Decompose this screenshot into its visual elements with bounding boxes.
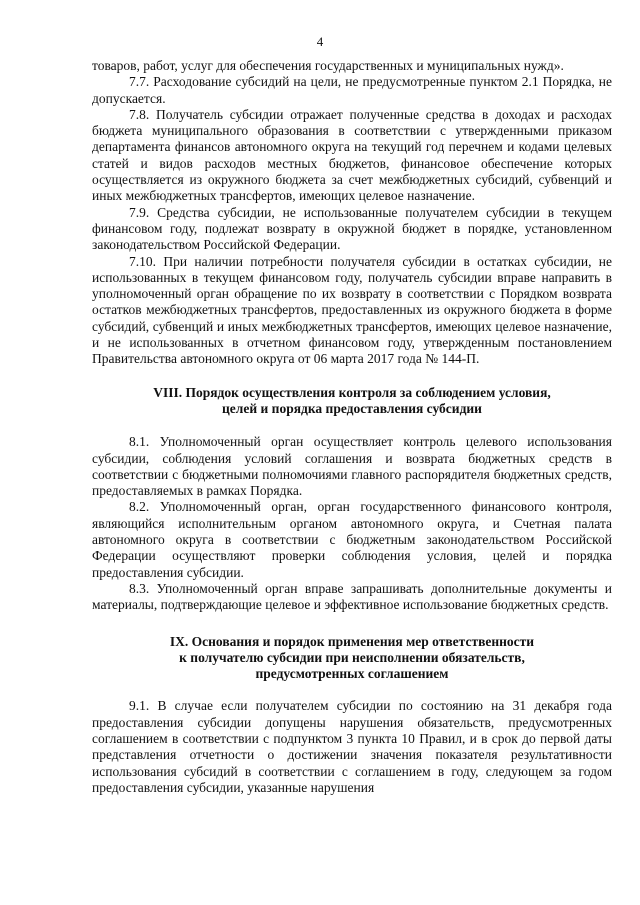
section-heading-line: целей и порядка предоставления субсидии bbox=[222, 400, 482, 416]
paragraph: 8.3. Уполномоченный орган вправе запрашивать дополнительные документы и материалы, подтверждающие целевое и эффективное использование бюджетных средств. bbox=[92, 580, 612, 613]
document-body bbox=[92, 58, 612, 796]
paragraph: 7.9. Средства субсидии, не использованные получателем субсидии в текущем финансовом году, подлежат возврату в окружной бюджет в порядке, установленном законодательством Российской Федерации. bbox=[92, 204, 612, 253]
section-heading-line: предусмотренных соглашением bbox=[255, 666, 449, 682]
section-heading-line: VIII. Порядок осуществления контроля за соблюдением условия, bbox=[153, 384, 551, 400]
section-heading bbox=[92, 385, 612, 418]
paragraph-continuation: товаров, работ, услуг для обеспечения государственных и муниципальных нужд». bbox=[92, 58, 564, 73]
paragraph: 7.7. Расходование субсидий на цели, не предусмотренные пунктом 2.1 Порядка, не допускается. bbox=[92, 74, 612, 106]
paragraph: 8.1. Уполномоченный орган осуществляет контроль целевого использования субсидии, соблюдения условий соглашения и возврата бюджетных средств в соответствии с бюджетными полномочиями главного распорядителя бюджетных средств, предоставляемых в рамках Порядка. bbox=[92, 434, 612, 499]
section-heading-line: к получателю субсидии при неисполнении обязательств, bbox=[179, 649, 525, 665]
paragraph: 9.1. В случае если получателем субсидии по состоянию на 31 декабря года предоставления субсидии допущены нарушения обязательств, предусмотренных соглашением в соответствии с подпунктом 3 пункта 10 Правил, и в срок до первой даты представления отчетности о достижении значения показателя результативности использования субсидий в соответствии с соглашением в году, следующем за годом предоставления субсидии, указанные нарушения bbox=[92, 698, 612, 795]
paragraph: 7.10. При наличии потребности получателя субсидии в остатках субсидии, не использованных в текущем финансовом году, получатель субсидии вправе направить в уполномоченный орган обращение по их возврату в соответствии с Порядком возврата остатков межбюджетных трансфертов, предоставленных из окружного бюджета в форме субсидий, субвенций и иных межбюджетных трансфертов, имеющих целевое назначение, и не использованных в отчетном финансовом году, утвержденным постановлением Правительства автономного округа от 06 марта 2017 года № 144-П. bbox=[92, 253, 612, 367]
section-heading-line: IX. Основания и порядок применения мер ответственности bbox=[169, 633, 535, 649]
paragraph: 8.2. Уполномоченный орган, орган государственного финансового контроля, являющийся исполнительным органом автономного округа, и Счетная палата автономного округа в соответствии с бюджетным законодательством Российской Федерации осуществляют проверки соблюдения условия, целей и порядка предоставления субсидии. bbox=[92, 499, 612, 580]
paragraph: 7.8. Получатель субсидии отражает полученные средства в доходах и расходах бюджета муниципального образования в соответствии с утвержденными приказом департамента финансов автономного округа на текущий год перечнем и кодами целевых статей и видов расходов местных бюджетов, финансовое обеспечение которых осуществляется из окружного бюджета за счет межбюджетных субсидий, субвенций и иных межбюджетных трансфертов, имеющих целевое назначение. bbox=[92, 106, 612, 204]
page-number: 4 bbox=[316, 34, 324, 49]
section-heading bbox=[92, 634, 612, 683]
